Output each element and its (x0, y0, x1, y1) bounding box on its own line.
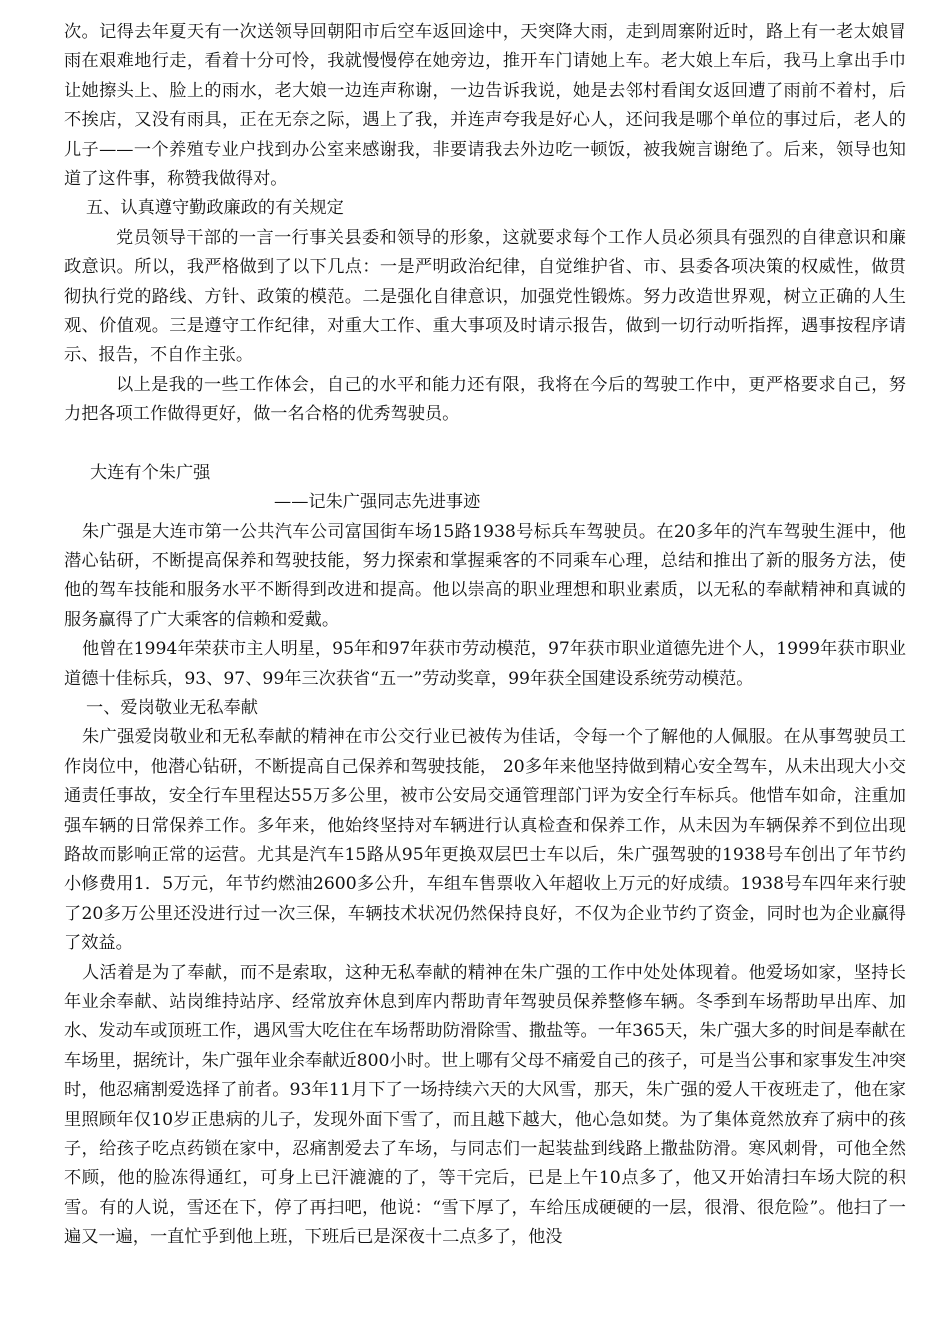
article-subtitle: ——记朱广强同志先进事迹 (274, 492, 481, 513)
paragraph-intro: 朱广强是大连市第一公共汽车公司富国街车场15路1938号标兵车驾驶员。在20多年的汽车驾驶生涯中，他潜心钻研，不断提高保养和驾驶技能，努力探索和掌握乘客的不同乘车心理，总结和推出了新的服务方法，使他的驾车技能和服务水平不断得到改进和提高。他以崇高的职业理想和职业素质，以无私的奉献精神和真诚的服务赢得了广大乘客的信赖和爱戴。 (64, 521, 906, 630)
paragraph-conclusion: 以上是我的一些工作体会，自己的水平和能力还有限，我将在今后的驾驶工作中，更严格要求自己，努力把各项工作做得更好，做一名合格的优秀驾驶员。 (64, 374, 906, 425)
paragraph-continuation: 次。记得去年夏天有一次送领导回朝阳市后空车返回途中，天突降大雨，走到周寨附近时，路上有一老太娘冒雨在艰难地行走，看着十分可怜，我就慢慢停在她旁边，推开车门请她上车。老大娘上车后，我马上拿出手巾让她擦头上、脸上的雨水，老大娘一边连声称谢，一边告诉我说，她是去邻村看闺女返回遭了雨前不着村，后不挨店，又没有雨具，正在无奈之际，遇上了我，并连声夸我是好心人，还问我是哪个单位的事过后，老人的儿子——一个养殖专业户找到办公室来感谢我，非要请我去外边吃一顿饭，被我婉言谢绝了。后来，领导也知道了这件事，称赞我做得对。 (64, 22, 906, 190)
article-title: 大连有个朱广强 (90, 462, 211, 483)
document-page (64, 18, 906, 1253)
paragraph-section-five: 党员领导干部的一言一行事关县委和领导的形象，这就要求每个工作人员必须具有强烈的自律意识和廉政意识。所以，我严格做到了以下几点：一是严明政治纪律，自觉维护省、市、县委各项决策的权威性，做贯彻执行党的路线、方针、政策的模范。二是强化自律意识，加强党性锻炼。努力改造世界观，树立正确的人生观、价值观。三是遵守工作纪律，对重大工作、重大事项及时请示报告，做到一切行动听指挥，遇事按程序请示、报告，不自作主张。 (64, 227, 906, 366)
blank-spacer (64, 430, 906, 459)
section-heading-one: 一、爱岗敬业无私奉献 (86, 697, 258, 718)
paragraph-dedication: 朱广强爱岗敬业和无私奉献的精神在市公交行业已被传为佳话，令每一个了解他的人佩服。在从事驾驶员工作岗位中，他潜心钻研，不断提高自己保养和驾驶技能， 20多年来他坚持做到精心安全驾车，从未出现大小交通责任事故，安全行车里程达55万多公里，被市公安局交通管理部门评为安全行车标兵。他惜车如命，注重加强车辆的日常保养工作。多年来，他始终坚持对车辆进行认真检查和保养工作，从未因为车辆保养不到位出现路故而影响正常的运营。尤其是汽车15路从95年更换双层巴士车以后，朱广强驾驶的1938号车创出了年节约小修费用1．5万元，年节约燃油2600多公升，车组车售票收入年超收上万元的好成绩。1938号车四年来行驶了20多万公里还没进行过一次三保，车辆技术状况仍然保持良好，不仅为企业节约了资金，同时也为企业赢得了效益。 (64, 727, 906, 954)
paragraph-selfless: 人活着是为了奉献，而不是索取，这种无私奉献的精神在朱广强的工作中处处体现着。他爱场如家，坚持长年业余奉献、站岗维持站序、经常放弃休息到库内帮助青年驾驶员保养整修车辆。冬季到车场帮助早出库、加水、发动车或顶班工作，遇风雪大吃住在车场帮助防滑除雪、撒盐等。一年365天，朱广强大多的时间是奉献在车场里，据统计，朱广强年业余奉献近800小时。世上哪有父母不痛爱自己的孩子，可是当公事和家事发生冲突时，他忍痛割爱选择了前者。93年11月下了一场持续六天的大风雪，那天，朱广强的爱人干夜班走了，他在家里照顾年仅10岁正患病的儿子，发现外面下雪了，而且越下越大，他心急如焚。为了集体竟然放弃了病中的孩子，给孩子吃点药锁在家中，忍痛割爱去了车场，与同志们一起装盐到线路上撒盐防滑。寒风刺骨，可他全然不顾，他的脸冻得通红，可身上已汗漉漉的了，等干完后，已是上午10点多了，他又开始清扫车场大院的积雪。有的人说，雪还在下，停了再扫吧，他说：“雪下厚了，车给压成硬硬的一层，很滑、很危险”。他扫了一遍又一遍，一直忙乎到他上班，下班后已是深夜十二点多了，他没 (64, 962, 906, 1248)
section-heading-five: 五、认真遵守勤政廉政的有关规定 (86, 198, 344, 219)
paragraph-honors: 他曾在1994年荣获市主人明星，95年和97年获市劳动模范，97年获市职业道德先进个人，1999年获市职业道德十佳标兵，93、97、99年三次获省“五一”劳动奖章，99年获全国建设系统劳动模范。 (64, 639, 906, 689)
